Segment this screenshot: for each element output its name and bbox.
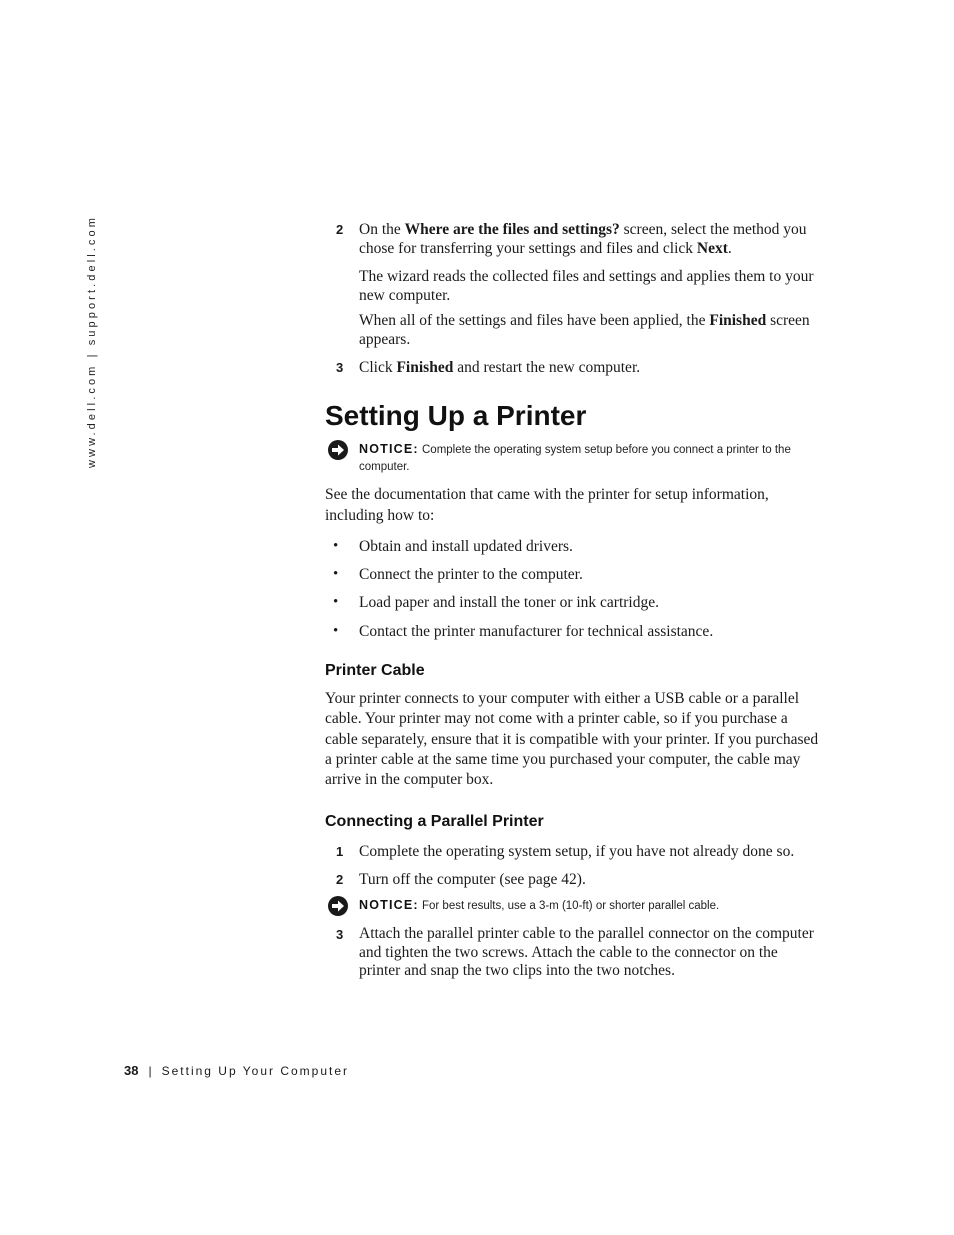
bullet-marker: • <box>333 538 339 554</box>
step-paragraph: Attach the parallel printer cable to the parallel connector on the computer and tighten the two screws. Attach the cable to the connector on the printer and snap the two clips into the two notches. <box>359 925 814 979</box>
list-item: Connect the printer to the computer. <box>359 566 583 583</box>
notice <box>359 897 819 915</box>
bullet-marker: • <box>333 623 339 639</box>
bullet-marker: • <box>333 566 339 582</box>
notice-text: Complete the operating system setup before you connect a printer to the computer. <box>359 444 791 473</box>
subsection-title: Printer Cable <box>325 662 425 679</box>
list-item: Contact the printer manufacturer for technical assistance. <box>359 623 714 640</box>
notice-label: NOTICE: <box>359 442 419 456</box>
step-number: 1 <box>336 844 344 859</box>
ui-label: Finished <box>396 359 454 376</box>
page-footer <box>124 1062 349 1080</box>
list-item: Load paper and install the toner or ink cartridge. <box>359 594 659 611</box>
notice-label: NOTICE: <box>359 898 419 912</box>
page-number: 38 <box>124 1063 139 1078</box>
notice-arrow-icon <box>327 895 349 917</box>
subsection-title: Connecting a Parallel Printer <box>325 813 544 830</box>
ui-label: Finished <box>709 312 767 329</box>
chapter-title: Setting Up Your Computer <box>161 1064 350 1078</box>
intro-paragraph: See the documentation that came with the printer for setup information, including how to: <box>325 486 769 524</box>
step-paragraph: On the Where are the files and settings? screen, select the method you chose for transferring your settings and files and click Next. <box>359 221 807 257</box>
step-number: 3 <box>336 927 344 942</box>
step-number: 3 <box>336 360 344 375</box>
step-paragraph: Complete the operating system setup, if you have not already done so. <box>359 843 795 860</box>
step-paragraph: The wizard reads the collected files and settings and applies them to your new computer. <box>359 268 814 304</box>
step-paragraph: When all of the settings and files have been applied, the Finished screen appears. <box>359 312 810 348</box>
body-paragraph: Your printer connects to your computer with either a USB cable or a parallel cable. Your printer may not come with a printer cable, so if you purchase a cable separately, ensure that it is compatible with your printer. If you purchased a printer cable at the same time you purchased your computer, the cable may arrive in the computer box. <box>325 690 819 789</box>
notice <box>359 441 819 476</box>
side-url: www.dell.com | support.dell.com <box>86 214 98 468</box>
step-number: 2 <box>336 222 344 237</box>
ui-label: Next <box>696 240 728 257</box>
step-number: 2 <box>336 872 344 887</box>
footer-separator: | <box>148 1064 152 1078</box>
bullet-marker: • <box>333 594 339 610</box>
section-title: Setting Up a Printer <box>325 400 587 431</box>
notice-text: For best results, use a 3-m (10-ft) or shorter parallel cable. <box>418 900 720 912</box>
notice-arrow-icon <box>327 439 349 461</box>
step-paragraph: Turn off the computer (see page 42). <box>359 871 586 888</box>
ui-label: Where are the files and settings? <box>404 221 620 238</box>
step-paragraph: Click Finished and restart the new computer. <box>359 359 641 376</box>
list-item: Obtain and install updated drivers. <box>359 538 573 555</box>
